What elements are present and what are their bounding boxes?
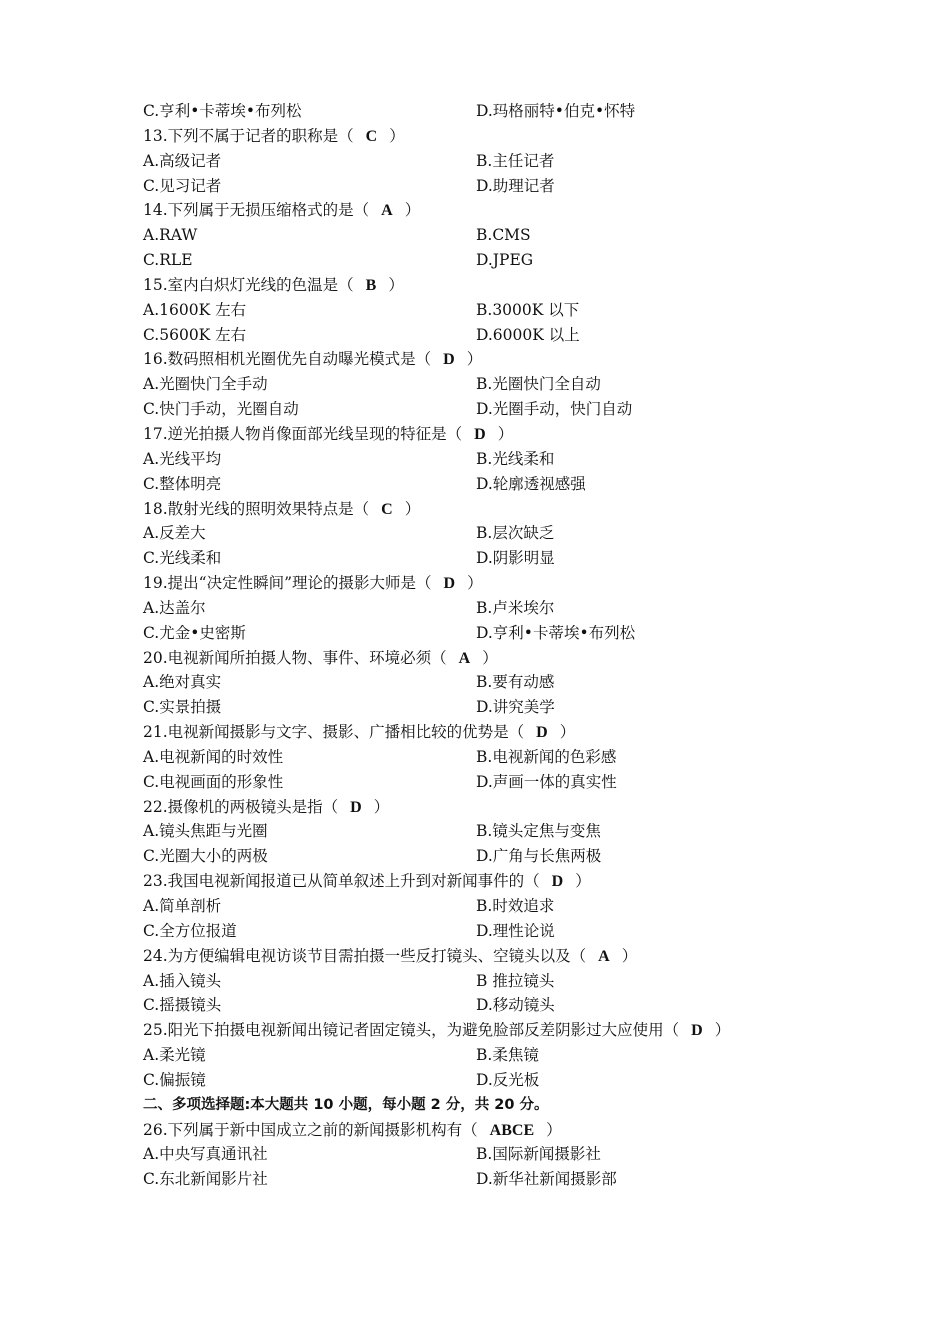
question-close-paren: ） — [373, 797, 390, 816]
answer-key: A — [458, 649, 471, 667]
question-text: 16.数码照相机光圈优先自动曝光模式是（ — [143, 350, 432, 369]
question-close-paren: ） — [559, 723, 576, 742]
option-b: B.要有动感 — [476, 673, 555, 692]
options-row — [143, 1142, 823, 1167]
option-d: D.亨利•卡蒂埃•布列松 — [476, 623, 636, 642]
option-d: D.讲究美学 — [476, 698, 555, 717]
answer-key: D — [350, 798, 362, 816]
option-d: D.新华社新闻摄影部 — [476, 1170, 617, 1189]
multi-choice-questions — [143, 1118, 823, 1193]
option-a: A.光圈快门全手动 — [143, 375, 268, 394]
options-row — [143, 621, 823, 646]
option-a: A.绝对真实 — [143, 673, 222, 692]
option-c: C.RLE — [143, 251, 193, 270]
option-b: B.层次缺乏 — [476, 524, 555, 543]
option-b: B.柔焦镜 — [476, 1046, 539, 1065]
question-stem — [143, 720, 823, 745]
options-row — [143, 99, 823, 124]
question-text: 17.逆光拍摄人物肖像面部光线呈现的特征是（ — [143, 424, 463, 443]
option-b: B 推拉镜头 — [476, 971, 555, 990]
option-c: C.整体明亮 — [143, 474, 222, 493]
options-row — [143, 323, 823, 348]
options-row — [143, 223, 823, 248]
question-text: 13.下列不属于记者的职称是（ — [143, 126, 354, 145]
question-text: 15.室内白炽灯光线的色温是（ — [143, 275, 354, 294]
options-row — [143, 819, 823, 844]
question-text: 23.我国电视新闻报道已从简单叙述上升到对新闻事件的（ — [143, 872, 540, 891]
option-b: B.卢米埃尔 — [476, 598, 555, 617]
option-a: A.电视新闻的时效性 — [143, 747, 284, 766]
options-row — [143, 174, 823, 199]
option-b: B.镜头定焦与变焦 — [476, 822, 601, 841]
answer-key: C — [365, 127, 378, 145]
option-a: A.插入镜头 — [143, 971, 222, 990]
option-c: C.见习记者 — [143, 176, 222, 195]
option-b: B.时效追求 — [476, 897, 555, 915]
option-c: C.光线柔和 — [143, 549, 222, 568]
options-row — [143, 745, 823, 770]
option-c: C.东北新闻影片社 — [143, 1170, 268, 1189]
answer-key: A — [598, 947, 610, 965]
option-d: D.反光板 — [476, 1070, 540, 1089]
question-stem — [143, 422, 823, 447]
options-row — [143, 596, 823, 621]
options-row — [143, 372, 823, 397]
options-row — [143, 1167, 823, 1192]
options-row — [143, 993, 823, 1018]
answer-key: D — [443, 575, 456, 593]
answer-key: B — [365, 276, 377, 294]
question-close-paren: ） — [482, 648, 498, 667]
options-row — [143, 397, 823, 422]
question-stem — [143, 273, 823, 298]
options-row — [143, 472, 823, 497]
option-b: B.国际新闻摄影社 — [476, 1145, 601, 1164]
options-row — [143, 248, 823, 273]
answer-key: D — [551, 873, 564, 891]
answer-key: ABCE — [489, 1121, 535, 1139]
option-a: A.高级记者 — [143, 151, 222, 170]
question-stem — [143, 497, 823, 522]
question-stem — [143, 646, 823, 671]
question-stem — [143, 869, 823, 894]
option-a: A.1600K 左右 — [143, 300, 247, 319]
question-stem — [143, 1118, 823, 1143]
option-d: D.声画一体的真实性 — [476, 772, 617, 791]
question-stem — [143, 198, 823, 223]
question-close-paren: ） — [389, 126, 405, 145]
options-row — [143, 894, 823, 919]
option-b: B.CMS — [476, 226, 531, 245]
option-d: D.理性论说 — [476, 921, 555, 940]
question-stem — [143, 124, 823, 149]
question-close-paren: ） — [546, 1120, 562, 1139]
option-d: D.广角与长焦两极 — [476, 847, 602, 866]
question-close-paren: ） — [404, 499, 421, 518]
question-text: 14.下列属于无损压缩格式的是（ — [143, 201, 370, 220]
question-text: 26.下列属于新中国成立之前的新闻摄影机构有（ — [143, 1120, 478, 1139]
option-c: C.实景拍摄 — [143, 698, 222, 717]
question-close-paren: ） — [404, 201, 421, 220]
question-text: 19.提出“决定性瞬间”理论的摄影大师是（ — [143, 574, 432, 593]
question-close-paren: ） — [497, 424, 514, 443]
option-a: A.柔光镜 — [143, 1046, 206, 1065]
question-stem — [143, 571, 823, 596]
option-c: C.尤金•史密斯 — [143, 623, 246, 642]
question-text: 18.散射光线的照明效果特点是（ — [143, 499, 370, 518]
options-row — [143, 298, 823, 323]
question-text: 22.摄像机的两极镜头是指（ — [143, 797, 339, 816]
question-close-paren: ） — [466, 350, 483, 369]
question-stem — [143, 347, 823, 372]
option-d: D.阴影明显 — [476, 549, 555, 568]
option-b: B.电视新闻的色彩感 — [476, 747, 617, 766]
options-row — [143, 670, 823, 695]
answer-key: D — [443, 351, 455, 369]
options-row — [143, 1068, 823, 1093]
option-b: B.光线柔和 — [476, 449, 555, 468]
answer-key: D — [474, 425, 486, 443]
option-a: A.镜头焦距与光圈 — [143, 822, 268, 841]
section-heading: 二、多项选择题:本大题共 10 小题，每小题 2 分，共 20 分。 — [143, 1096, 549, 1113]
option-c: C.光圈大小的两极 — [143, 847, 268, 866]
option-b: B.3000K 以下 — [476, 300, 580, 319]
options-row — [143, 447, 823, 472]
option-d: D.移动镜头 — [476, 996, 555, 1015]
question-close-paren: ） — [467, 574, 483, 593]
answer-key: D — [691, 1022, 703, 1040]
single-choice-questions — [143, 124, 823, 1093]
question-close-paren: ） — [575, 872, 591, 891]
option-d: D.玛格丽特•伯克•怀特 — [476, 102, 636, 120]
answer-key: C — [381, 500, 393, 518]
options-row — [143, 546, 823, 571]
options-row — [143, 919, 823, 944]
option-b: B.主任记者 — [476, 151, 555, 170]
option-a: A.简单剖析 — [143, 897, 222, 915]
answer-key: D — [536, 724, 548, 742]
options-row — [143, 149, 823, 174]
question-text: 21.电视新闻摄影与文字、摄影、广播相比较的优势是（ — [143, 723, 525, 742]
question-close-paren: ） — [388, 275, 404, 294]
option-d: D.JPEG — [476, 251, 534, 270]
options-row — [143, 969, 823, 994]
option-c: C.偏振镜 — [143, 1070, 206, 1089]
question-text: 20.电视新闻所拍摄人物、事件、环境必须（ — [143, 648, 447, 667]
option-d: D.助理记者 — [476, 176, 555, 195]
question-stem — [143, 1018, 823, 1043]
option-a: A.光线平均 — [143, 449, 222, 468]
option-a: A.反差大 — [143, 524, 206, 543]
option-a: A.RAW — [143, 226, 198, 245]
question-stem — [143, 795, 823, 820]
option-c: C.摇摄镜头 — [143, 996, 222, 1015]
options-row — [143, 1043, 823, 1068]
exam-page-content — [143, 99, 823, 1192]
option-c: C.5600K 左右 — [143, 325, 247, 344]
question-stem — [143, 944, 823, 969]
option-d: D.光圈手动，快门自动 — [476, 400, 633, 419]
option-d: D.6000K 以上 — [476, 325, 580, 344]
option-d: D.轮廓透视感强 — [476, 474, 586, 493]
options-row — [143, 695, 823, 720]
option-c: C.全方位报道 — [143, 921, 237, 940]
option-a: A.达盖尔 — [143, 598, 206, 617]
question-text: 24.为方便编辑电视访谈节目需拍摄一些反打镜头、空镜头以及（ — [143, 946, 587, 965]
question-text: 25.阳光下拍摄电视新闻出镜记者固定镜头，为避免脸部反差阴影过大应使用（ — [143, 1021, 680, 1040]
options-row — [143, 521, 823, 546]
options-row — [143, 770, 823, 795]
option-c: C.亨利•卡蒂埃•布列松 — [143, 102, 302, 120]
option-c: C.快门手动，光圈自动 — [143, 400, 299, 419]
option-c: C.电视画面的形象性 — [143, 772, 284, 791]
options-row — [143, 844, 823, 869]
option-a: A.中央写真通讯社 — [143, 1145, 268, 1164]
question-close-paren: ） — [714, 1021, 731, 1040]
option-b: B.光圈快门全自动 — [476, 375, 601, 394]
answer-key: A — [381, 202, 393, 220]
question-close-paren: ） — [621, 946, 638, 965]
